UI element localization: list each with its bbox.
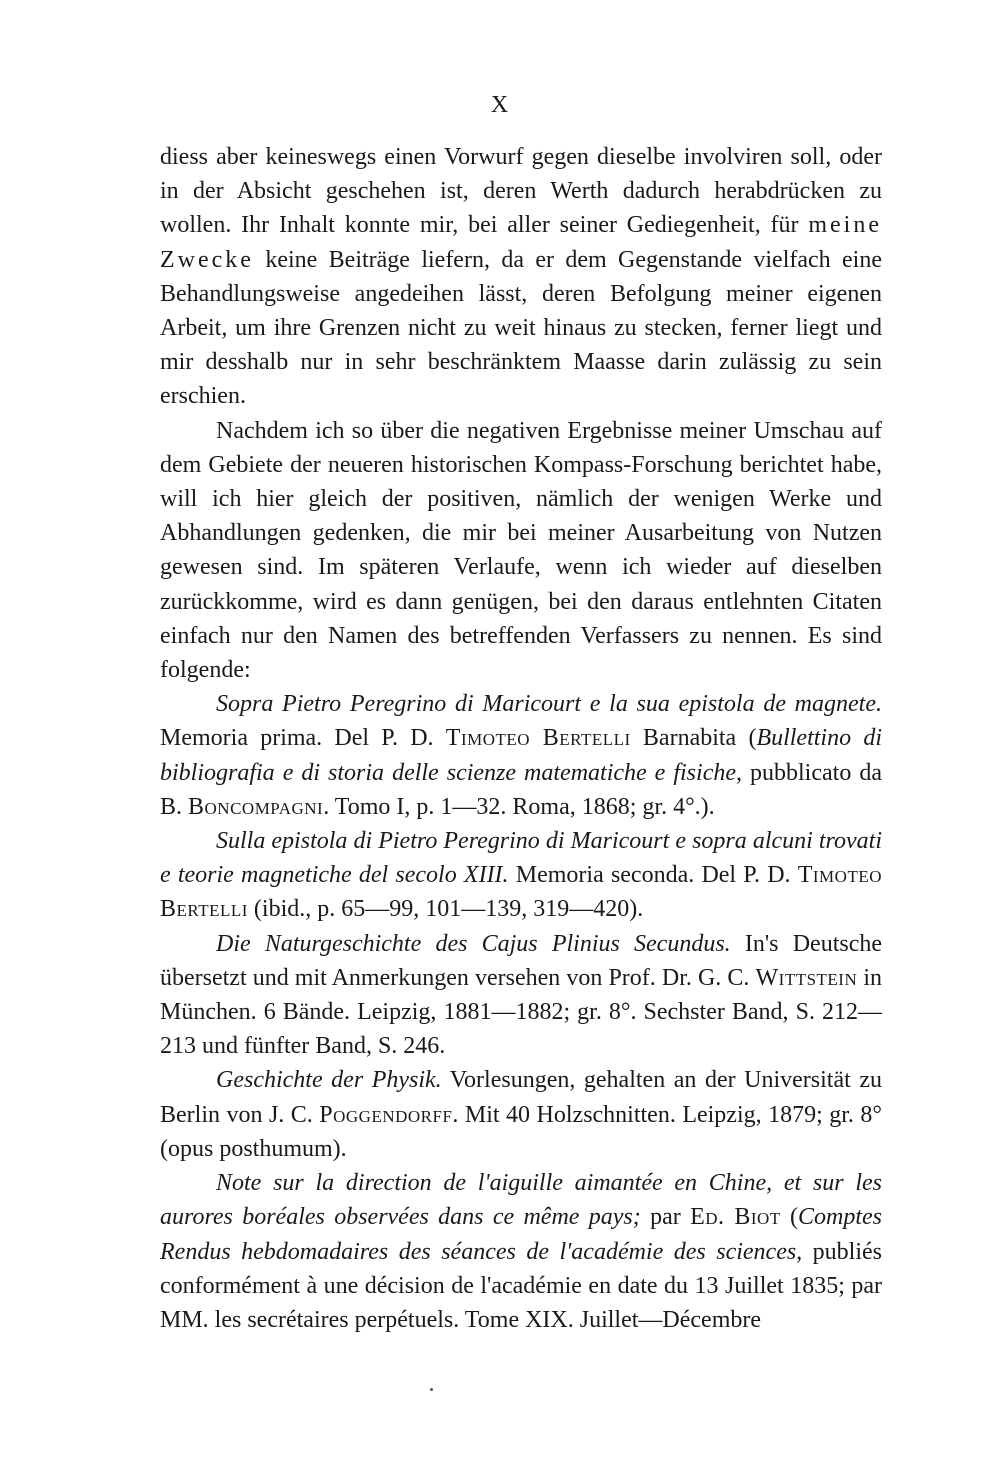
- work-title: Die Naturgeschichte des Cajus Plinius Secundus.: [216, 930, 731, 957]
- author-name: Ed. Biot: [690, 1204, 781, 1231]
- entry-text: . Tomo I, p. 1—32. Roma, 1868; gr. 4°.).: [323, 793, 715, 820]
- work-title: Geschichte der Physik.: [216, 1067, 442, 1094]
- source-title: Bullettino di bibliografia e di storia delle scienze matematiche e fisiche,: [160, 725, 882, 786]
- entry-text: In's Deutsche übersetzt und mit Anmerkungen versehen von Prof. Dr. G. C.: [160, 930, 883, 991]
- entry-text: in München. 6 Bände. Leipzig, 1881—1882; gr. 8°. Sechster Band, S. 212—213 und fünfter Band, S. 246.: [160, 964, 883, 1060]
- entry-text: Memoria prima. Del P. D.: [160, 725, 446, 752]
- body-text: [160, 140, 882, 1337]
- entry-text: (: [780, 1204, 798, 1231]
- bibliography-entry: [160, 1166, 882, 1337]
- print-speck: [430, 1388, 433, 1391]
- bibliography-entry: [160, 687, 882, 824]
- author-name: Timoteo Bertelli: [445, 725, 631, 752]
- work-title: Sopra Pietro Peregrino di Maricourt e la sua epistola de magnete.: [216, 691, 882, 718]
- author-name: Poggendorff: [319, 1101, 453, 1128]
- entry-text: . Mit 40 Holzschnitten. Leipzig, 1879; gr. 8° (opus posthumum).: [160, 1101, 882, 1162]
- entry-text: publiés conformément à une décision de l'académie en date du 13 Juillet 1835; par MM. les secrétaires perpétuels. Tome XIX. Juillet—Décembre: [160, 1238, 883, 1333]
- entry-text: par: [640, 1204, 691, 1231]
- work-title: Sulla epistola di Pietro Peregrino di Maricourt e sopra alcuni trovati e teorie magnetiche del secolo XIII.: [160, 828, 882, 889]
- paragraph-text: diess aber keineswegs einen Vorwurf gegen dieselbe involviren soll, oder in der Absicht geschehen ist, deren Werth dadurch herabdrücken zu wollen. Ihr Inhalt konnte mir, bei aller seiner Gediegenheit, für: [160, 144, 882, 239]
- paragraph-intro: Nachdem ich so über die negativen Ergebnisse meiner Umschau auf dem Gebiete der neueren historischen Kompass-Forschung berichtet habe, will ich hier gleich der positiven, nämlich der wenigen Werke und Abhandlungen gedenken, die mir bei meiner Ausarbeitung von Nutzen gewesen sind. Im späteren Verlaufe, wenn ich wieder auf dieselben zurückkomme, wird es dann genügen, bei den daraus entlehnten Citaten einfach nur den Namen des betreffenden Verfassers zu nennen. Es sind folgende:: [160, 417, 882, 684]
- entry-text: Memoria seconda. Del P. D.: [508, 862, 798, 889]
- page-number: X: [490, 92, 510, 118]
- emphasized-text: meine Zwecke: [160, 212, 882, 273]
- bibliography-entry: [160, 824, 882, 927]
- bibliography-entry: [160, 1063, 882, 1166]
- entry-text: Vorlesungen, gehalten an der Universität zu Berlin von J. C.: [160, 1067, 882, 1128]
- source-title: Comptes Rendus hebdomadaires des séances de l'académie des sciences,: [160, 1204, 882, 1265]
- author-name: Wittstein: [755, 964, 858, 991]
- paragraph-text: keine Beiträge liefern, da er dem Gegenstande vielfach eine Behandlungsweise angedeihen lässt, deren Befolgung meiner eigenen Arbeit, um ihre Grenzen nicht zu weit hinaus zu stecken, ferner liegt und mir desshalb nur in sehr beschränktem Maasse darin zulässig zu sein erschien.: [160, 246, 882, 410]
- author-name: Timoteo Bertelli: [160, 862, 882, 923]
- bibliography-entry: [160, 927, 882, 1064]
- paragraph-continuation: [160, 140, 882, 414]
- work-title: Note sur la direction de l'aiguille aimantée en Chine, et sur les aurores boréales observées dans ce même pays;: [160, 1170, 882, 1231]
- entry-text: (ibid., p. 65—99, 101—139, 319—420).: [247, 896, 644, 923]
- editor-name: Boncompagni: [188, 793, 324, 820]
- entry-text: pubblicato da B.: [160, 759, 882, 820]
- entry-text: Barnabita (: [630, 725, 757, 752]
